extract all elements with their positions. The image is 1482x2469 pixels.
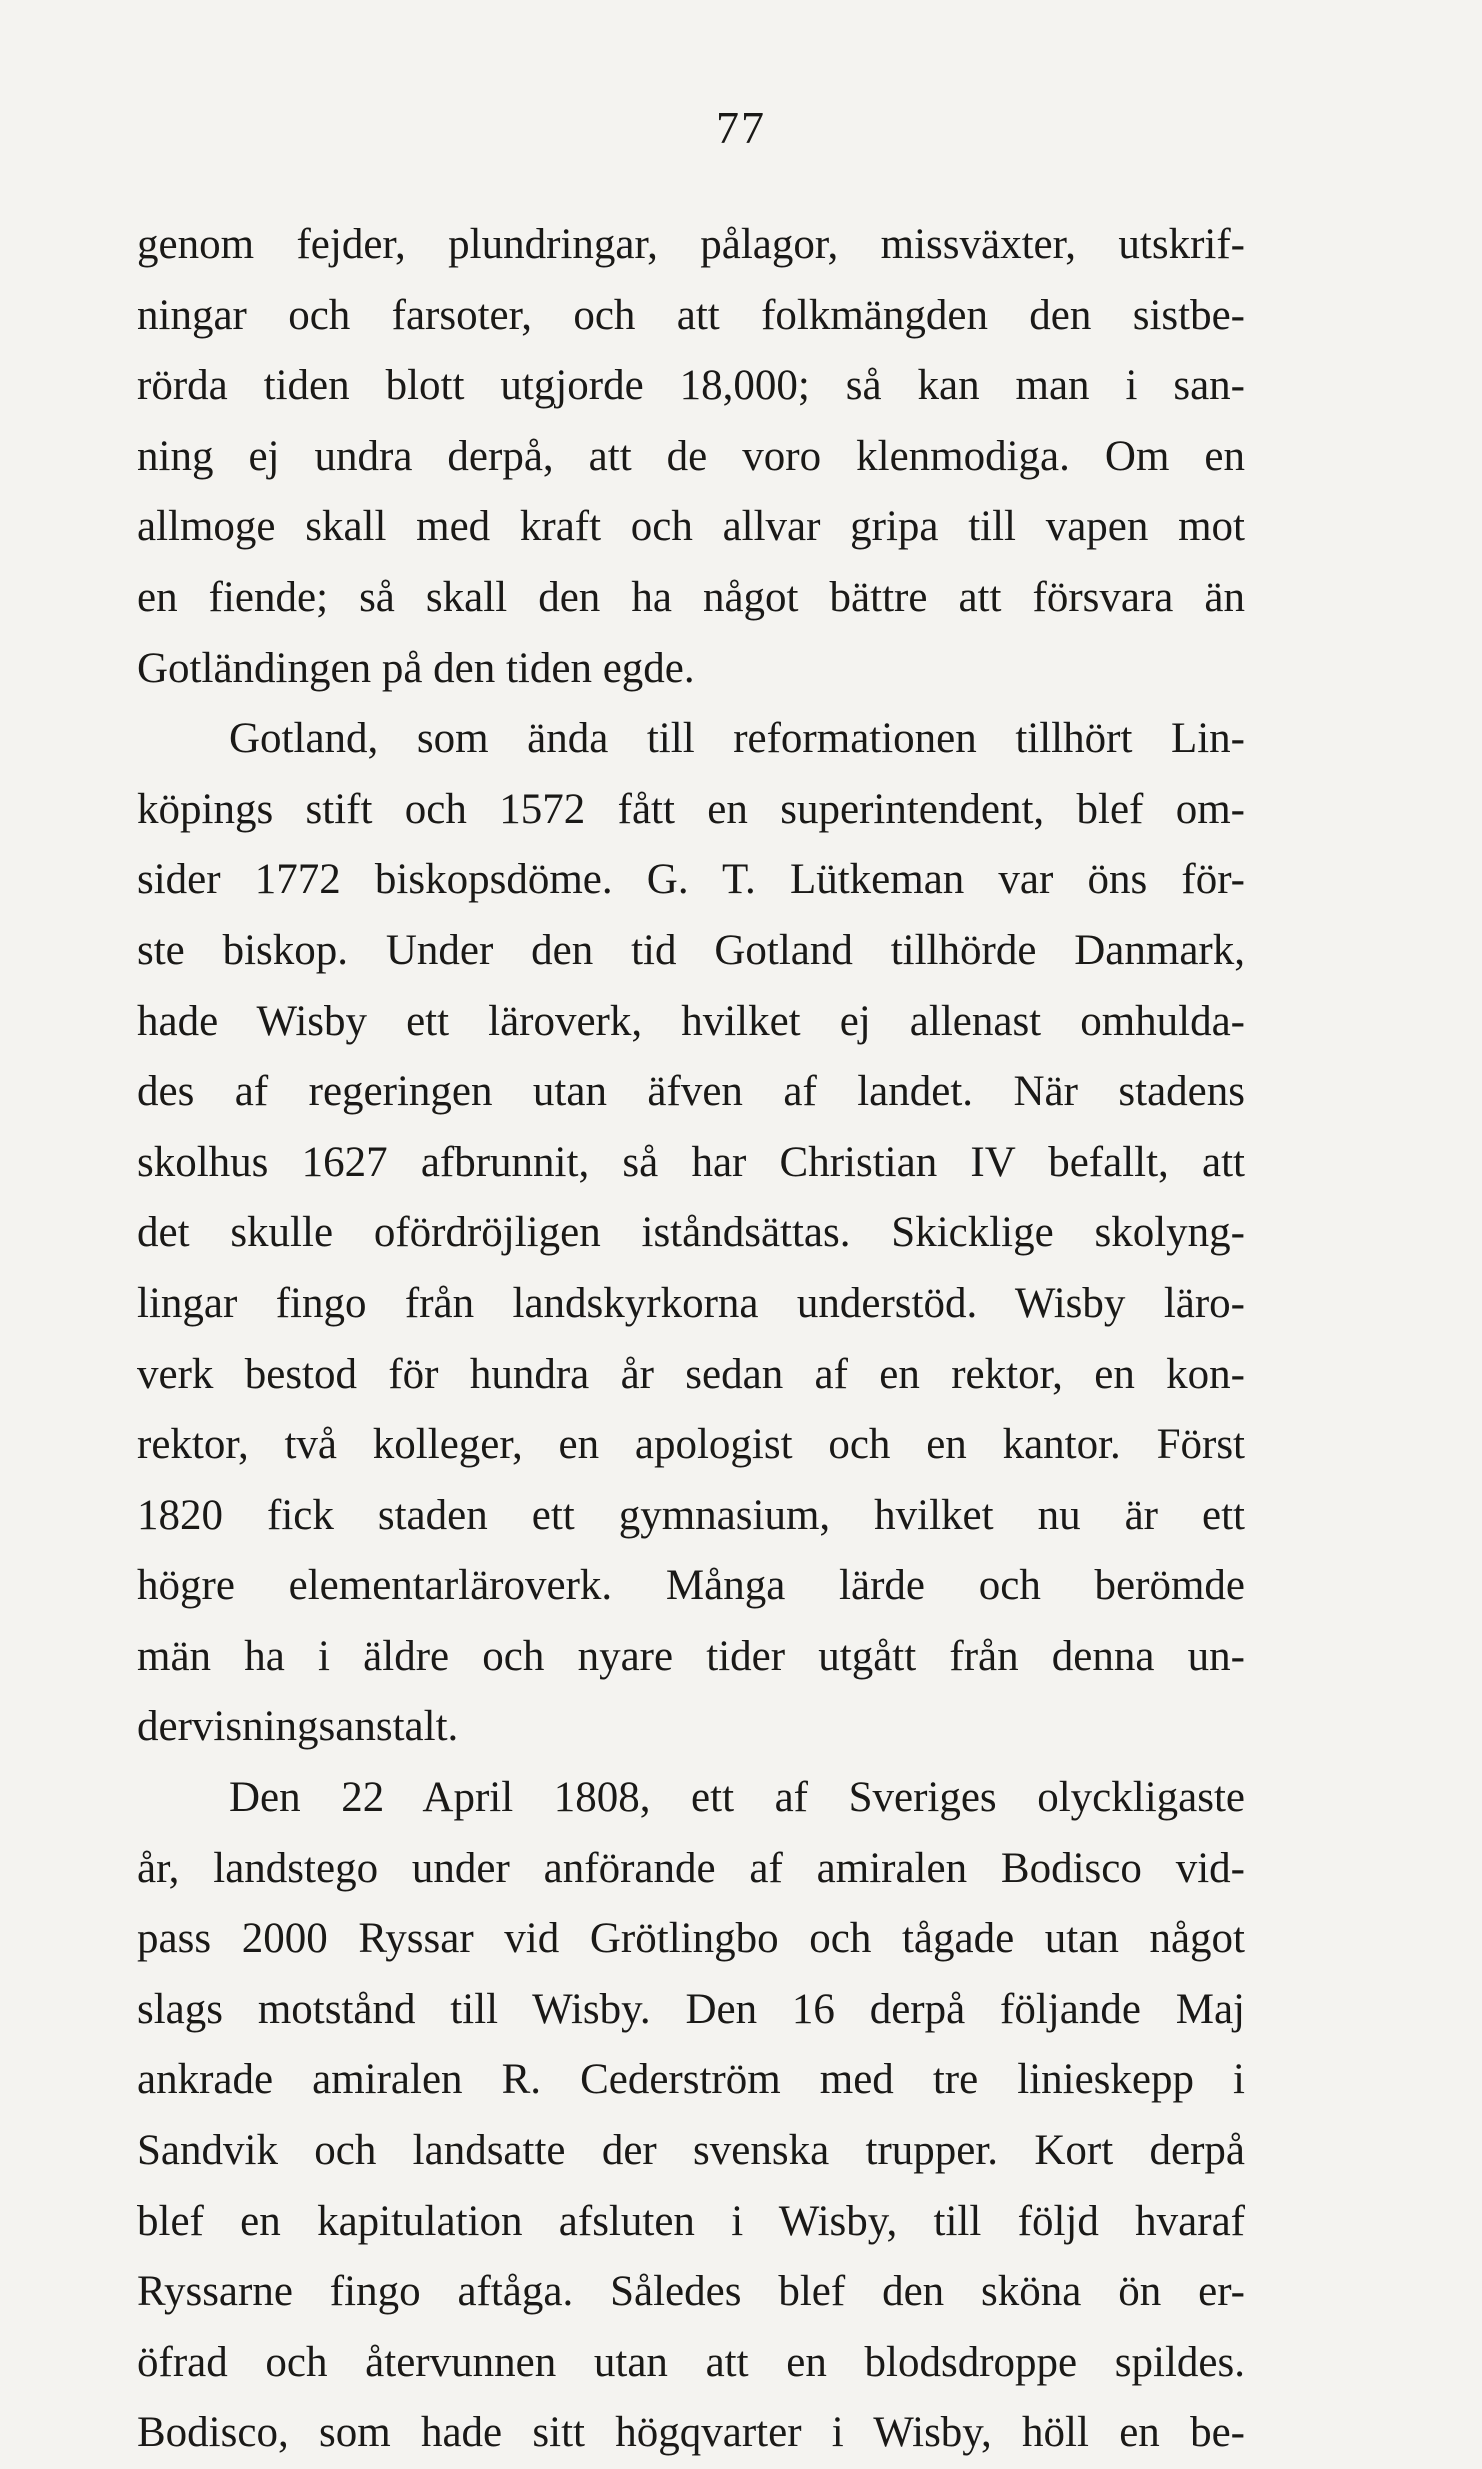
text-line: verk bestod för hundra år sedan af en rektor, en kon- [137,1350,1245,1398]
text-line: Den 22 April 1808, ett af Sveriges olyckligaste [229,1774,1245,1822]
text-line: år, landstego under anförande af amiralen Bodisco vid- [137,1844,1245,1892]
text-line: Gotländingen på den tiden egde. [137,644,695,692]
text-line: sider 1772 biskopsdöme. G. T. Lütkeman var öns för- [137,856,1245,904]
text-line: Ryssarne fingo aftåga. Således blef den sköna ön er- [137,2268,1245,2316]
text-line: köpings stift och 1572 fått en superintendent, blef om- [137,785,1245,833]
text-line: Gotland, som ända till reformationen tillhört Lin- [229,715,1245,763]
text-line: ningar och farsoter, och att folkmängden den sistbe- [137,291,1245,339]
text-line: ste biskop. Under den tid Gotland tillhörde Danmark, [137,926,1245,974]
text-line: öfrad och återvunnen utan att en blodsdroppe spildes. [137,2338,1245,2386]
text-line: högre elementarläroverk. Många lärde och berömde [137,1562,1245,1610]
text-line: hade Wisby ett läroverk, hvilket ej allenast omhulda- [137,997,1245,1045]
body-text [137,210,1245,2469]
text-line: en fiende; så skall den ha något bättre att försvara än [137,573,1245,621]
text-line: rektor, två kolleger, en apologist och en kantor. Först [137,1421,1245,1469]
text-line: 1820 fick staden ett gymnasium, hvilket nu är ett [137,1491,1245,1539]
text-line: blef en kapitulation afsluten i Wisby, till följd hvaraf [137,2197,1245,2245]
text-line: ankrade amiralen R. Cederström med tre linieskepp i [137,2056,1245,2104]
text-line: skolhus 1627 afbrunnit, så har Christian IV befallt, att [137,1138,1245,1186]
text-line: allmoge skall med kraft och allvar gripa till vapen mot [137,503,1245,551]
text-line: des af regeringen utan äfven af landet. När stadens [137,1068,1245,1116]
text-line: rörda tiden blott utgjorde 18,000; så kan man i san- [137,362,1245,410]
text-line: Bodisco, som hade sitt högqvarter i Wisby, höll en be- [137,2409,1245,2457]
text-line: Sandvik och landsatte der svenska trupper. Kort derpå [137,2127,1245,2175]
text-line: ning ej undra derpå, att de voro klenmodiga. Om en [137,432,1245,480]
text-line: pass 2000 Ryssar vid Grötlingbo och tågade utan något [137,1915,1245,1963]
text-line: lingar fingo från landskyrkorna understöd. Wisby läro- [137,1279,1245,1327]
text-line: dervisningsanstalt. [137,1703,459,1751]
text-line: det skulle ofördröjligen iståndsättas. Skicklige skolyng- [137,1209,1245,1257]
page-number: 77 [716,102,766,153]
text-line: genom fejder, plundringar, pålagor, missväxter, utskrif- [137,221,1245,268]
text-line: män ha i äldre och nyare tider utgått från denna un- [137,1632,1245,1680]
text-line: slags motstånd till Wisby. Den 16 derpå följande Maj [137,1985,1245,2033]
